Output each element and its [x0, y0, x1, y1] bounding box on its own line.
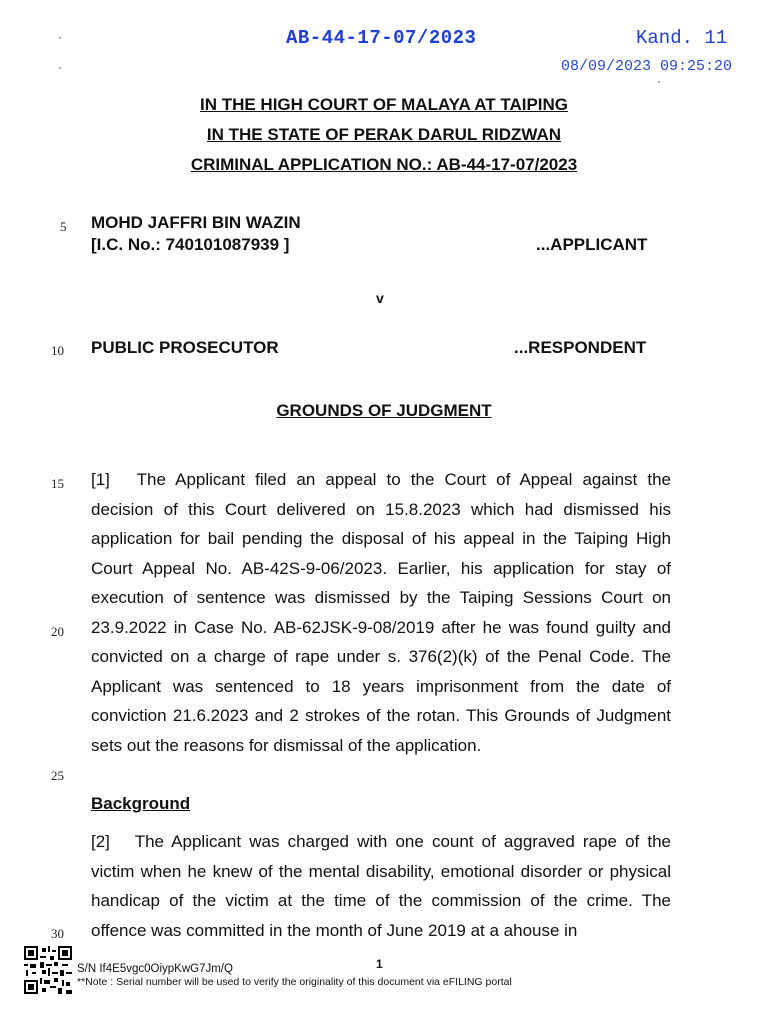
line-number: 20	[51, 624, 64, 639]
respondent-name: PUBLIC PROSECUTOR	[91, 338, 279, 357]
filing-timestamp: 08/09/2023 09:25:20	[561, 58, 733, 75]
applicant-name: MOHD JAFFRI BIN WAZIN	[91, 213, 301, 232]
line-number: 25	[51, 768, 64, 783]
paragraph-2	[91, 827, 671, 945]
versus-label: v	[376, 290, 384, 306]
court-title-line1: IN THE HIGH COURT OF MALAYA AT TAIPING	[199, 95, 569, 114]
application-number: CRIMINAL APPLICATION NO.: AB-44-17-07/2023	[190, 155, 578, 174]
respondent-role: ...RESPONDENT	[514, 338, 647, 357]
line-number: 10	[51, 343, 64, 358]
page-number: 1	[376, 957, 383, 971]
margin-dot: ·	[657, 74, 661, 88]
paragraph-2-text: [2] The Applicant was charged with one count of aggraved rape of the victim when he knew of the mental disability, emotional disorder or physical handicap of the victim at the time of the commission of the crime. The offence was committed in the month of June 2019 at a ahouse in	[91, 832, 671, 940]
line-number: 15	[51, 476, 64, 491]
margin-dot: ·	[58, 60, 62, 74]
kand-stamp: Kand. 11	[636, 27, 728, 49]
serial-number: S/N If4E5vgc0OiypKwG7Jm/Q	[77, 963, 233, 975]
case-number-stamp: AB-44-17-07/2023	[286, 27, 477, 49]
paragraph-1-text: [1] The Applicant filed an appeal to the Court of Appeal against the decision of this Court delivered on 15.8.2023 which had dismissed his application for bail pending the disposal of his appeal in the Taiping High Court Appeal No. AB-42S-9-06/2023. Earlier, his application for stay of execution of sentence was dismissed by the Taiping Sessions Court on 23.9.2022 in Case No. AB-62JSK-9-08/2019 after he was found guilty and convicted on a charge of rape under s. 376(2)(k) of the Penal Code. The Applicant was sentenced to 18 years imprisonment from the date of conviction 21.6.2023 and 2 strokes of the rotan. This Grounds of Judgment sets out the reasons for dismissal of the application.	[91, 470, 671, 755]
margin-dot: ·	[58, 30, 62, 44]
paragraph-1	[91, 465, 671, 760]
line-number: 5	[60, 219, 67, 234]
line-number: 30	[51, 926, 64, 941]
applicant-ic: [I.C. No.: 740101087939 ]	[91, 235, 290, 254]
judgment-heading: GROUNDS OF JUDGMENT	[276, 401, 492, 420]
court-title-line2: IN THE STATE OF PERAK DARUL RIDZWAN	[206, 125, 562, 144]
verification-note: **Note : Serial number will be used to verify the originality of this document via eFILING portal	[77, 976, 512, 988]
applicant-role: ...APPLICANT	[536, 235, 648, 254]
background-subheading: Background	[91, 794, 191, 813]
qr-code-icon	[24, 946, 72, 994]
